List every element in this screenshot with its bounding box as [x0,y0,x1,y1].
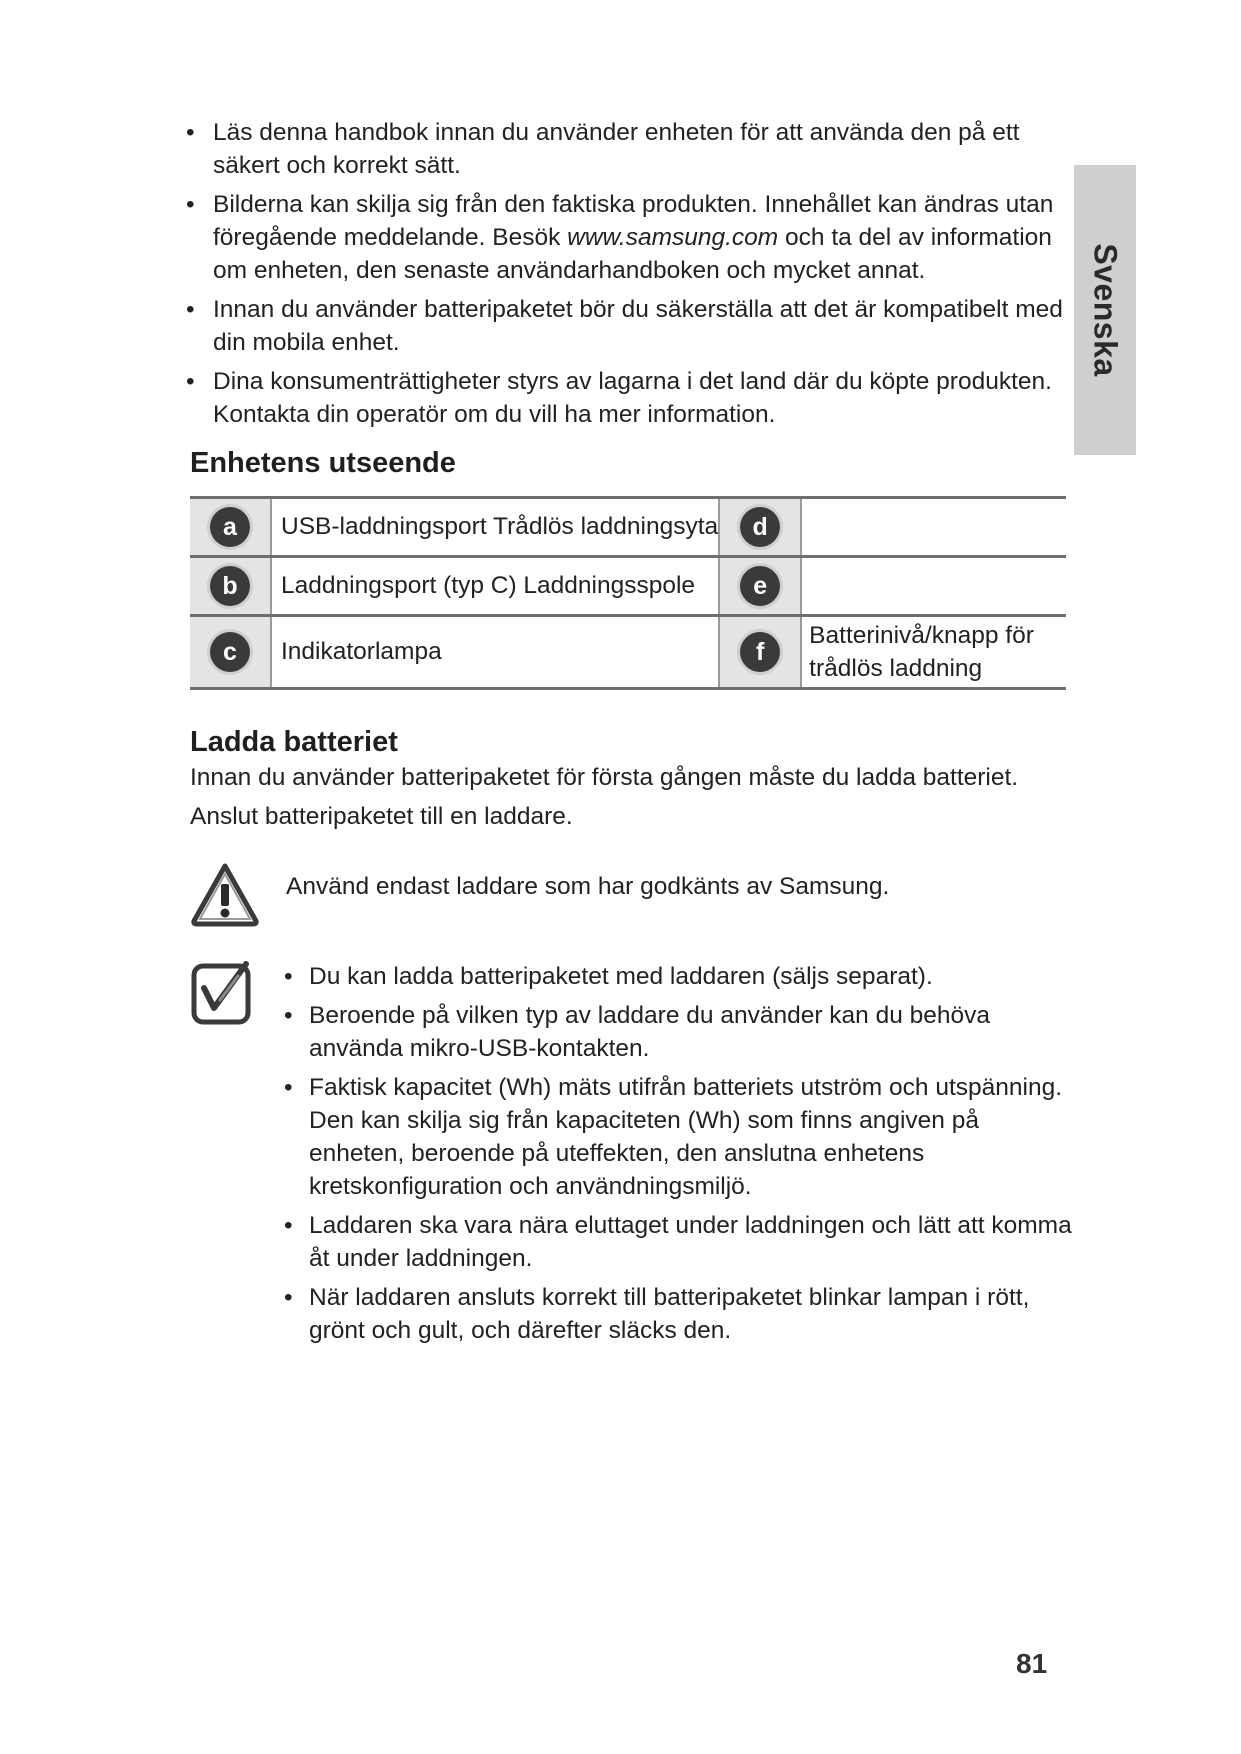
bullet-icon: • [186,119,195,146]
part-label: Batterinivå/knapp för trådlös laddning [801,616,1066,689]
list-item: • Dina konsumenträttigheter styrs av lagarna i det land där du köpte produkten. Kontakta din operatör om du vill ha mer information. [186,365,1066,431]
table-row [190,616,1066,689]
list-item: • Laddaren ska vara nära eluttaget under laddningen och lätt att komma åt under laddningen. [284,1209,1074,1275]
letter-e-icon: e [740,566,780,606]
language-tab-label: Svenska [1087,243,1124,377]
list-item: • Innan du använder batteripaketet bör du säkerställa att det är kompatibelt med din mobila enhet. [186,293,1066,359]
bullet-icon: • [284,1002,293,1029]
page-number: 81 [1016,1648,1048,1679]
bullet-icon: • [186,368,195,395]
bullet-icon: • [284,1212,293,1239]
intro-bullet-list [186,116,1066,437]
note-icon [190,960,256,1028]
list-item: • Du kan ladda batteripaketet med laddaren (säljs separat). [284,960,1074,993]
part-label [801,498,1066,557]
part-label: Indikatorlampa [281,638,442,665]
letter-b-icon: b [210,566,250,606]
language-tab [1074,165,1136,455]
part-label: USB-laddningsport Trådlös laddningsyta [281,513,719,540]
letter-f-icon: f [740,632,780,672]
letter-d-icon: d [740,507,780,547]
bullet-icon: • [284,963,293,990]
part-label: Laddningsport (typ C) Laddningsspole [281,572,696,599]
list-item: • Läs denna handbok innan du använder enheten för att använda den på ett säkert och korrekt sätt. [186,116,1066,182]
bullet-icon: • [186,191,195,218]
samsung-link[interactable]: www.samsung.com [567,224,779,251]
list-item: • Faktisk kapacitet (Wh) mäts utifrån batteriets utström och utspänning. Den kan skilja sig från kapaciteten (Wh) som finns angiven på enheten, beroende på uteffekten, den anslutna enhetens kretskonfiguration och användningsmiljö. [284,1071,1074,1203]
bullet-icon: • [284,1074,293,1101]
letter-c-icon: c [210,632,250,672]
list-item: • När laddaren ansluts korrekt till batteripaketet blinkar lampan i rött, grönt och gult, och därefter släcks den. [284,1281,1074,1347]
section-heading-charge: Ladda batteriet [190,726,398,758]
letter-a-icon: a [210,507,250,547]
section-heading-appearance: Enhetens utseende [190,447,456,479]
charge-paragraph-1: Innan du använder batteripaketet för första gången måste du ladda batteriet. [190,764,1019,791]
list-item: • Beroende på vilken typ av laddare du använder kan du behöva använda mikro-USB-kontakten. [284,999,1074,1065]
warning-text: Använd endast laddare som har godkänts av Samsung. [286,873,890,900]
charge-paragraph-2: Anslut batteripaketet till en laddare. [190,803,573,830]
table-row [190,557,1066,616]
table-row [190,498,1066,557]
warning-icon [189,860,261,928]
list-item: • Bilderna kan skilja sig från den faktiska produkten. Innehållet kan ändras utan föregående meddelande. Besök www.samsung.com och ta del av information om enheten, den senaste användarhandboken och mycket annat. [186,188,1066,287]
part-label [801,557,1066,616]
bullet-icon: • [284,1284,293,1311]
device-parts-table [190,496,1066,690]
bullet-icon: • [186,296,195,323]
charge-notes-list [284,960,1074,1353]
